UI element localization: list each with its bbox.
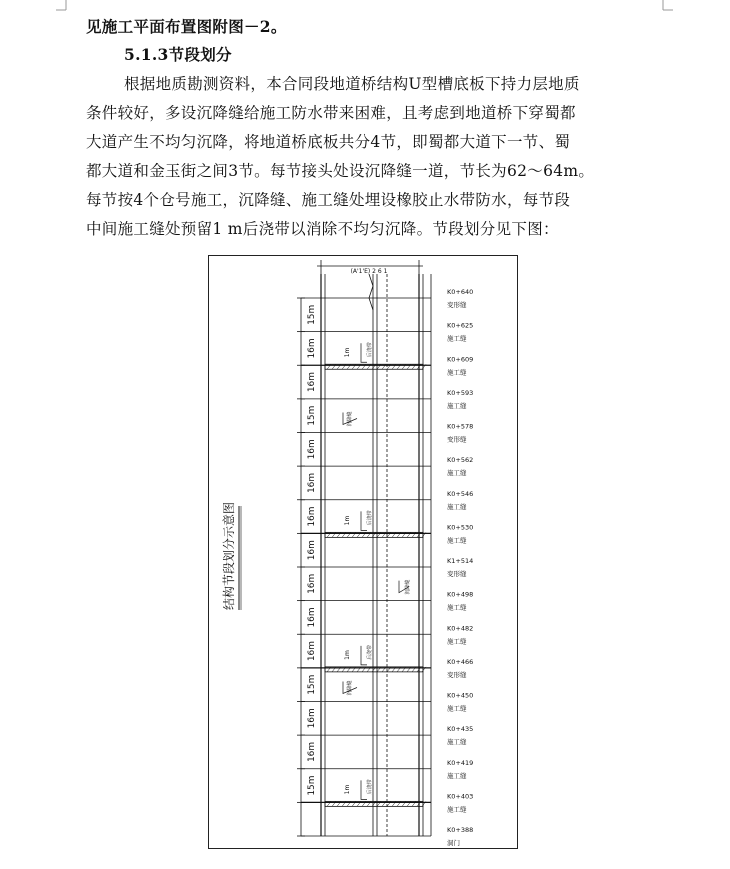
segment-length: 16m	[307, 338, 317, 359]
station-label: K0+562	[447, 456, 474, 465]
segment-length-labels	[307, 305, 317, 796]
section-heading	[124, 40, 702, 69]
segment-length: 16m	[307, 371, 317, 393]
station-label: K0+640	[447, 288, 474, 296]
station-label: K0+498	[447, 590, 474, 599]
station-label: K0+546	[447, 489, 474, 498]
joint-note: 沉降缝	[347, 411, 353, 427]
station-label: K0+578	[447, 422, 474, 431]
structure-walls	[321, 274, 431, 836]
station-label: K0+403	[447, 792, 474, 801]
station-label: K0+625	[447, 321, 474, 330]
segment-length: 16m	[307, 708, 317, 729]
station-label: K0+450	[447, 691, 474, 700]
body-line-2: 条件较好，多设沉降缝给施工防水带来困难，且考虑到地道桥下穿蜀都	[86, 104, 576, 122]
station-type: 变形缝	[447, 435, 467, 444]
band-note: 后浇带	[367, 644, 373, 660]
body-paragraph	[86, 70, 664, 244]
joint-lines	[297, 298, 431, 836]
band-note: 后浇带	[367, 342, 373, 358]
segment-length: 15m	[307, 775, 317, 796]
station-label: K0+530	[447, 523, 474, 532]
body-line-3: 大道产生不均匀沉降，将地道桥底板共分4节，即蜀都大道下一节、蜀	[86, 133, 571, 151]
station-type: 变形缝	[447, 670, 467, 679]
segment-length: 15m	[307, 304, 317, 325]
station-type: 施工缝	[447, 502, 467, 511]
intro-line	[86, 12, 664, 41]
station-type: 施工缝	[447, 536, 467, 545]
station-type: 施工缝	[447, 368, 467, 377]
joint-note: 沉降缝	[347, 680, 353, 696]
segment-length: 16m	[307, 640, 317, 662]
post-pour-label: 1m	[344, 784, 351, 795]
station-type: 施工缝	[447, 637, 467, 646]
segment-diagram-frame	[208, 255, 518, 849]
segment-length: 16m	[307, 439, 317, 460]
segment-diagram	[209, 256, 517, 848]
diagram-title: 结构节段划分示意图	[222, 501, 236, 611]
station-label: K0+419	[447, 758, 474, 767]
station-type: 施工缝	[447, 771, 467, 780]
post-pour-label: 1m	[344, 650, 351, 660]
segment-length: 16m	[307, 472, 317, 494]
segment-length: 16m	[307, 573, 317, 594]
segment-length: 16m	[307, 540, 317, 561]
body-line-4: 都大道和金玉街之间3节。每节接头处设沉降缝一道，节长为62～64m。	[86, 162, 595, 180]
joint-note: 沉降缝	[405, 579, 411, 595]
post-pour-label: 1m	[344, 347, 351, 358]
body-line-1: 根据地质勘测资料，本合同段地道桥结构U型槽底板下持力层地质	[124, 75, 580, 93]
station-label: K0+482	[447, 624, 474, 633]
station-type: 变形缝	[447, 570, 467, 578]
station-label: K0+435	[447, 725, 474, 734]
station-labels	[447, 288, 473, 847]
band-note: 后浇带	[367, 510, 373, 526]
station-type: 施工缝	[447, 401, 467, 410]
station-label: K0+466	[447, 657, 474, 666]
segment-length: 15m	[307, 405, 317, 426]
body-line-6: 中间施工缝处预留1 m后浇带以消除不均匀沉降。节段划分见下图：	[86, 220, 559, 238]
station-type: 施工缝	[447, 805, 467, 814]
station-type: 施工缝	[447, 603, 467, 612]
station-label: K0+593	[447, 388, 474, 397]
station-type: 施工缝	[447, 334, 467, 343]
station-label: K0+609	[447, 355, 474, 364]
station-label: K1+514	[447, 557, 474, 565]
station-type: 施工缝	[447, 738, 467, 747]
top-dim-label: (A'1'E) 2 6 1	[350, 268, 388, 275]
segment-length: 16m	[307, 741, 317, 763]
station-type: 洞门	[447, 839, 460, 847]
station-type: 施工缝	[447, 704, 467, 713]
station-type: 变形缝	[447, 301, 467, 309]
intro-text: 见施工平面布置图附图－2。	[86, 17, 287, 36]
post-pour-label: 1m	[344, 515, 351, 526]
page-corner-marks	[0, 0, 730, 12]
section-heading-text: 5.1.3节段划分	[124, 45, 232, 64]
body-line-5: 每节按4个仓号施工，沉降缝、施工缝处埋设橡胶止水带防水，每节段	[86, 191, 571, 209]
segment-length: 16m	[307, 506, 317, 527]
station-type: 施工缝	[447, 469, 467, 478]
segment-length: 16m	[307, 607, 317, 628]
segment-length: 15m	[307, 674, 317, 695]
station-label: K0+388	[447, 826, 474, 834]
band-note: 后浇带	[367, 779, 373, 795]
